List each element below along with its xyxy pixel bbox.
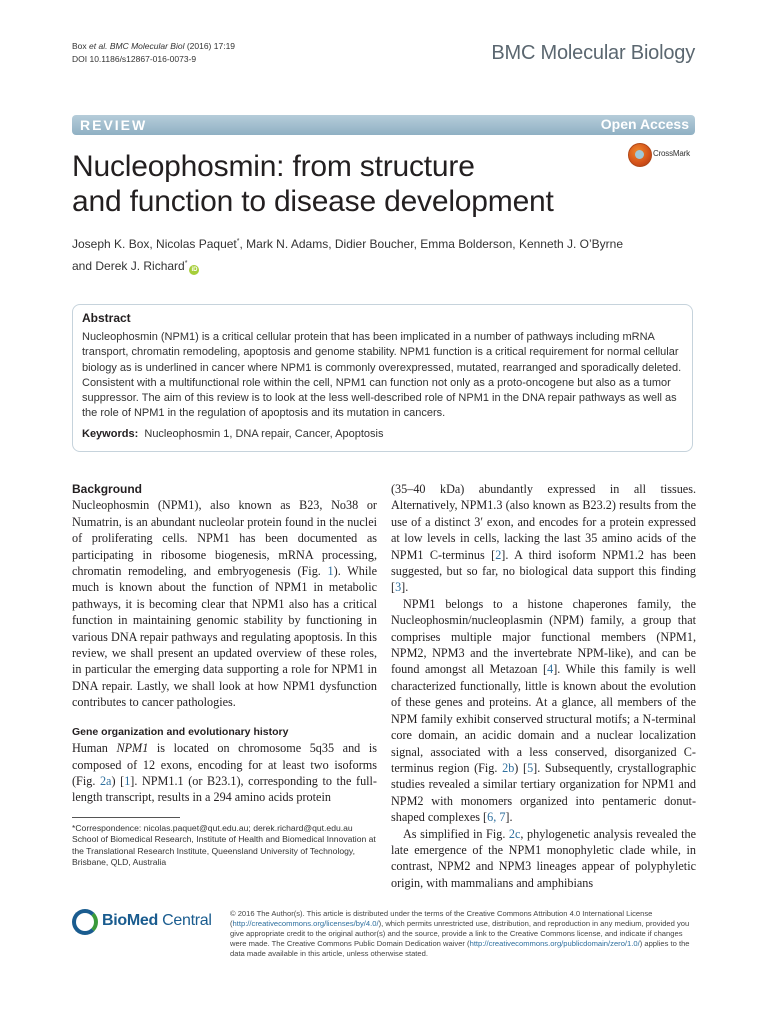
authors-part-1: Joseph K. Box, Nicolas Paquet (72, 237, 237, 251)
orcid-icon[interactable]: iD (191, 267, 198, 273)
crossmark-icon (628, 143, 652, 167)
citation-link[interactable]: 1 (124, 773, 131, 788)
citation (72, 40, 235, 66)
crossmark-label: CrossMark (653, 149, 690, 158)
publisher-logo (72, 909, 227, 939)
citation-link[interactable]: 6, 7 (487, 810, 506, 825)
keywords-label: Keywords: (82, 428, 139, 440)
article-type-label: REVIEW (80, 117, 148, 133)
subsection-heading: Gene organization and evolutionary history (72, 725, 289, 738)
authors-part-3: and Derek J. Richard (72, 259, 185, 273)
doi[interactable]: DOI 10.1186/s12867-016-0073-9 (72, 54, 197, 64)
paragraph-npm-family: NPM1 belongs to a histone chaperones family, the Nucleophosmin/nucleoplasmin (NPM) family, a group that comprises multiple major functional members (NPM1, NPM2, NPM3 and the invertebrate NPM-like), and can be found amongst all Metazoan [4]. While this family is well characterized functionally, little is known about the evolution of these genes and proteins. At a glance, all members of the NPM family exhibit conserved structural motifs; a N-terminal core domain, an acidic domain and a nuclear localization signal, associated with a less conserved, disorganized C-terminus region (Fig. 2b) [5]. Subsequently, crystallographic studies revealed a similar tertiary organization for NPM1 and NPM2 with monomers organized into pentameric donut-shaped complexes [6, 7]. (391, 596, 696, 825)
right-column (391, 481, 696, 891)
title-line-1: Nucleophosmin: from structure (72, 150, 475, 183)
citation-journal: et al. BMC Molecular Biol (89, 41, 185, 51)
paragraph-isoforms: (35–40 kDa) abundantly expressed in all tissues. Alternatively, NPM1.3 (also known as B23.2) results from the use of a distinct 3′ exon, and encodes for a protein expressed at low levels in cells, lacking the last 35 amino acids of the NPM1 C-terminus [2]. A third isoform NPM1.2 has been suggested, but so far, no biological data support this finding [3]. (391, 482, 696, 595)
figure-link[interactable]: 1 (327, 564, 334, 579)
keywords-list: Nucleophosmin 1, DNA repair, Cancer, Apoptosis (144, 428, 384, 440)
gene-name: NPM1 (116, 741, 149, 756)
footnote-divider (72, 817, 180, 818)
correspondence: *Correspondence: nicolas.paquet@qut.edu.au; derek.richard@qut.edu.au (72, 823, 353, 833)
logo-text: Central (157, 912, 212, 929)
footnote (72, 823, 377, 868)
left-column (72, 481, 377, 806)
citation-year: (2016) 17:19 (184, 41, 236, 51)
paragraph-phylogeny: As simplified in Fig. 2c, phylogenetic analysis revealed the late emergence of the NPM1 monophyletic clade while, in contrast, NPM2 and NPM3 lineages appear of polyphyletic origin, with mammalians and amphibians (391, 826, 696, 890)
citation-authors: Box (72, 41, 87, 51)
title-line-2: and function to disease development (72, 185, 554, 218)
license-link[interactable]: http://creativecommons.org/licenses/by/4.0/ (232, 918, 379, 928)
abstract-heading: Abstract (82, 311, 131, 325)
citation-link[interactable]: 3 (395, 580, 402, 595)
citation-link[interactable]: 4 (547, 662, 554, 677)
license-text: © 2016 The Author(s). This article is distributed under the terms of the Creative Commons Attribution 4.0 International License (http://creativecommons.org/licenses/by/4.0/), which permits unrestricted use, distribution, and reproduction in any medium, provided you give appropriate credit to the original author(s) and the source, provide a link to the Creative Commons license, and indicate if changes were made. The Creative Commons Public Domain Dedication waiver (http://creativecommons.org/publicdomain/zero/1.0/) applies to the data made available in this article, unless otherwise stated. (230, 909, 690, 958)
citation-link[interactable]: 2 (495, 547, 502, 562)
affiliation: School of Biomedical Research, Institute of Health and Biomedical Innovation at the Translational Research Institute, Queensland University of Technology, Brisbane, QLD, Australia (72, 834, 376, 867)
author-list (72, 232, 702, 276)
paragraph-gene-organization: Human NPM1 is located on chromosome 5q35 and is composed of 12 exons, encoding for at least two isoforms (Fig. 2a) [1]. NPM1.1 (or B23.1), corresponding to the full-length transcript, results in a 294 amino acids protein (72, 741, 377, 805)
journal-name: BMC Molecular Biology (491, 42, 695, 64)
figure-link[interactable]: 2a (99, 773, 112, 788)
keywords (82, 428, 383, 440)
citation-link[interactable]: 5 (527, 760, 534, 775)
corresponding-mark: * (236, 238, 240, 245)
figure-link[interactable]: 2b (502, 760, 515, 775)
paragraph-background: Nucleophosmin (NPM1), also known as B23, No38 or Numatrin, is an abundant nucleolar protein found in the nuclei of proliferating cells. NPM1 has been documented as participating in ribosome biogenesis, mRNA processing, chromatin remodeling, and embryogenesis (Fig. 1). While much is known about the function of NPM1 in metabolic pathways, it is becoming clear that NPM1 also has a critical function in maintaining genomic stability by functioning in various DNA repair pathways and regulating apoptosis. In this review, we shall present an updated overview of these roles, in particular the emerging data supporting a role for NPM1 in DNA repair. Lastly, we shall look at how NPM1 dysfunction contributes to cancer pathologies. (72, 498, 378, 710)
figure-link[interactable]: 2c (508, 826, 521, 841)
biomed-central-icon (72, 909, 98, 935)
abstract-text: Nucleophosmin (NPM1) is a critical cellular protein that has been implicated in a number of pathways including mRNA transport, chromatin remodeling, apoptosis and genome stability. NPM1 function is a critical requirement for normal cellular biology as is underlined in cancer where NPM1 is commonly overexpressed, mutated, rearranged and sporadically deleted. Consistent with a multifunctional role within the cell, NPM1 can function not only as a proto-oncogene but also as a tumor suppressor. The aim of this review is to look at the less well-described role of NPM1 in the DNA repair pathways as well as the role of NPM1 in the regulation of apoptosis and its mutation in cancers. (82, 331, 682, 420)
open-access-label: Open Access (600, 116, 689, 132)
authors-part-2: , Mark N. Adams, Didier Boucher, Emma Bolderson, Kenneth J. O’Byrne (239, 237, 623, 251)
public-domain-link[interactable]: http://creativecommons.org/publicdomain/zero/1.0/ (469, 938, 640, 948)
section-heading-background: Background (72, 482, 143, 496)
crossmark-badge[interactable] (628, 143, 698, 167)
logo-bold-text: BioMed (102, 912, 158, 929)
article-title (72, 149, 612, 219)
corresponding-mark-2: * (184, 260, 188, 267)
